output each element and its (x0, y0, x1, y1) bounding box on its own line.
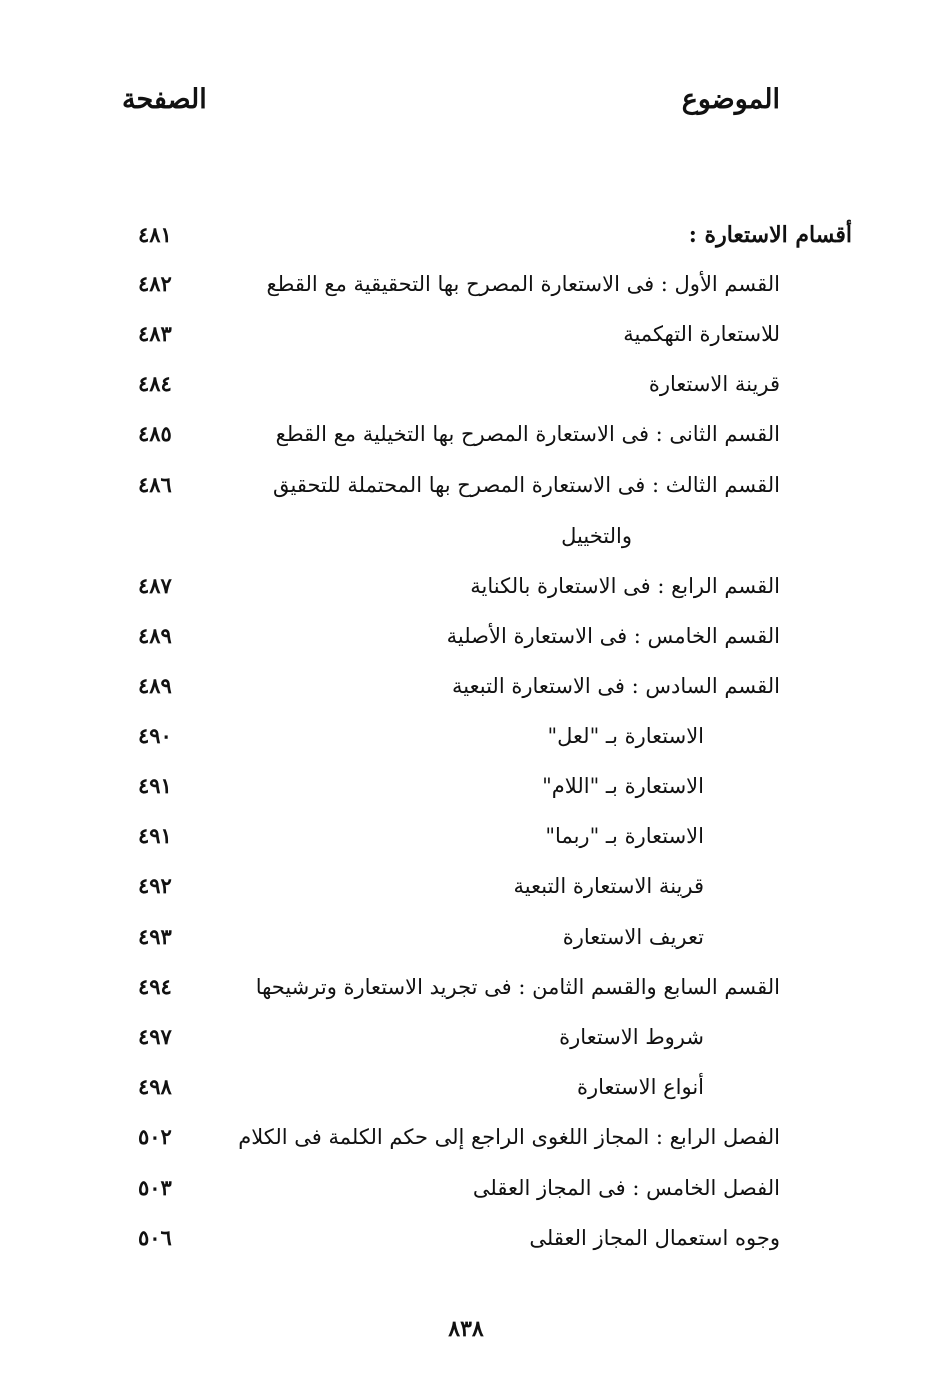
toc-entry-title: القسم الثانى : فى الاستعارة المصرح بها التخيلية مع القطع (275, 422, 780, 446)
toc-entry-title: القسم الثالث : فى الاستعارة المصرح بها المحتملة للتحقيق (273, 473, 780, 497)
toc-entry (0, 967, 942, 1007)
toc-entry (0, 414, 942, 454)
toc-entry-page: ٤٨٢ (138, 271, 172, 296)
toc-entry-page: ٤٨٩ (138, 623, 172, 648)
toc-entry-page: ٤٩٢ (138, 873, 172, 898)
toc-entry-continuation (0, 516, 942, 556)
toc-entry-page: ٤٩١ (138, 823, 172, 848)
toc-entry-title: تعريف الاستعارة (562, 925, 704, 949)
toc-entry (0, 1117, 942, 1157)
toc-entry (0, 716, 942, 756)
toc-entry-title: قرينة الاستعارة (648, 372, 780, 396)
toc-entry-page: ٤٩٧ (138, 1024, 172, 1049)
toc-entry-title: القسم السادس : فى الاستعارة التبعية (452, 674, 780, 698)
toc-entry-page: ٥٠٦ (138, 1225, 172, 1250)
toc-entry (0, 1067, 942, 1107)
toc-entry-title: الاستعارة بـ "اللام" (542, 774, 704, 798)
toc-entry (0, 264, 942, 304)
toc-entry-page: ٤٨٤ (138, 371, 172, 396)
toc-entry-title: القسم الأول : فى الاستعارة المصرح بها التحقيقية مع القطع (266, 272, 780, 296)
toc-entry-page: ٤٩١ (138, 773, 172, 798)
toc-entry-title: والتخييل (561, 524, 632, 548)
toc-entry (0, 816, 942, 856)
toc-entry-title: القسم الرابع : فى الاستعارة بالكناية (470, 574, 780, 598)
toc-entry-page: ٤٨٦ (138, 472, 172, 497)
toc-entry-title: القسم الخامس : فى الاستعارة الأصلية (446, 624, 780, 648)
toc-entry-page: ٤٩٠ (138, 723, 172, 748)
toc-entry-title: للاستعارة التهكمية (623, 322, 780, 346)
toc-entry-page: ٤٩٤ (138, 974, 172, 999)
toc-entry (0, 566, 942, 606)
toc-entry-title: الاستعارة بـ "ربما" (545, 824, 704, 848)
toc-entry-page: ٤٨٩ (138, 673, 172, 698)
toc-entry-page: ٥٠٣ (138, 1175, 172, 1200)
toc-entry-title: القسم السابع والقسم الثامن : فى تجريد الاستعارة وترشيحها (255, 975, 780, 999)
toc-entry (0, 1017, 942, 1057)
toc-entry (0, 666, 942, 706)
toc-entry-page: ٥٠٢ (138, 1124, 172, 1149)
toc-entry (0, 465, 942, 505)
toc-entry (0, 1218, 942, 1258)
toc-entry (0, 1168, 942, 1208)
toc-entry-page: ٤٨٧ (138, 573, 172, 598)
toc-entry-title: الفصل الرابع : المجاز اللغوى الراجع إلى حكم الكلمة فى الكلام (238, 1125, 780, 1149)
toc-entry (0, 766, 942, 806)
topic-column-header: الموضوع (681, 84, 780, 115)
toc-entry-title: وجوه استعمال المجاز العقلى (529, 1226, 780, 1250)
toc-entry-page: ٤٨١ (138, 222, 172, 247)
toc-entry-title: أنواع الاستعارة (577, 1075, 704, 1099)
toc-entry-page: ٤٩٨ (138, 1074, 172, 1099)
page-column-header: الصفحة (122, 84, 207, 115)
toc-entry-title: شروط الاستعارة (559, 1025, 704, 1049)
toc-entry-title: قرينة الاستعارة التبعية (513, 874, 704, 898)
toc-entry-page: ٤٩٣ (138, 924, 172, 949)
toc-entry-title: أقسام الاستعارة : (688, 222, 852, 248)
toc-entry-page: ٤٨٥ (138, 421, 172, 446)
toc-entry-page: ٤٨٣ (138, 321, 172, 346)
toc-entry-title: الفصل الخامس : فى المجاز العقلى (472, 1176, 780, 1200)
toc-entry (0, 917, 942, 957)
toc-entry (0, 215, 942, 255)
page-number: ٨٣٨ (448, 1316, 484, 1342)
toc-entry (0, 616, 942, 656)
toc-entry (0, 866, 942, 906)
toc-entry (0, 314, 942, 354)
toc-entry (0, 364, 942, 404)
toc-entry-title: الاستعارة بـ "لعل" (547, 724, 704, 748)
